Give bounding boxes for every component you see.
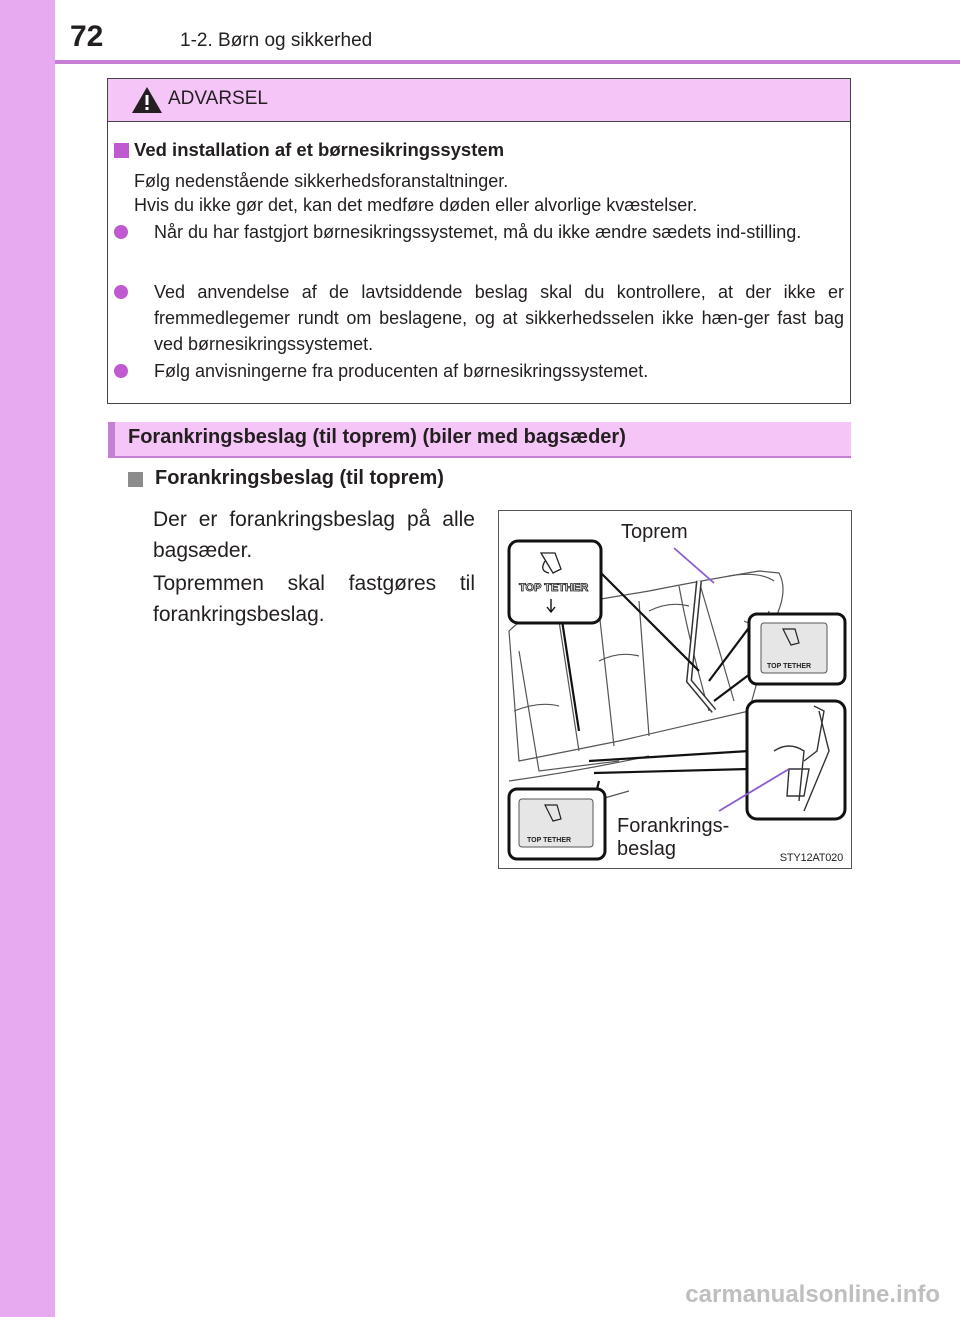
callout-anchor-line1: Forankrings- — [617, 815, 730, 837]
sub-heading: Forankringsbeslag (til toprem) — [155, 467, 444, 489]
sidebar-stripe — [0, 0, 55, 1317]
header-rule — [55, 60, 960, 64]
top-tether-label: TOP TETHER — [767, 663, 812, 670]
warning-title: ADVARSEL — [168, 88, 268, 109]
top-tether-label: TOP TETHER — [527, 837, 572, 844]
paragraph-1: Der er forankringsbeslag på alle bagsæder. — [153, 508, 475, 562]
paragraph-2: Topremmen skal fastgøres til forankringsbeslag. — [153, 572, 475, 626]
callout-anchor-line2: beslag — [617, 838, 676, 860]
warning-bullet-3: Følg anvisningerne fra producenten af børnesikringssystemet. — [154, 361, 649, 381]
chapter-title: 1-2. Børn og sikkerhed — [180, 30, 373, 51]
round-bullet-icon — [114, 285, 128, 299]
warning-triangle-icon — [130, 85, 164, 115]
square-bullet-icon — [128, 472, 143, 487]
round-bullet-icon — [114, 364, 128, 378]
callout-toprem: Toprem — [621, 521, 688, 543]
section-heading-bar — [108, 422, 851, 458]
warning-intro-line2: Hvis du ikke gør det, kan det medføre døden eller alvorlige kvæstelser. — [134, 195, 698, 215]
watermark: carmanualsonline.info — [685, 1281, 940, 1308]
warning-bullet-1: Når du har fastgjort børnesikringssystemet, må du ikke ændre sædets ind-stilling. — [154, 222, 802, 242]
round-bullet-icon — [114, 225, 128, 239]
warning-bullet-2: Ved anvendelse af de lavtsiddende beslag skal du kontrollere, at der ikke er fremmedlegemer rundt om beslagene, og at sikkerhedsselen ikke hæn-ger fast bag ved børnesikringssystemet. — [154, 282, 844, 354]
warning-box — [107, 78, 851, 404]
top-tether-label: TOP TETHER — [519, 582, 589, 594]
square-bullet-icon — [114, 143, 129, 158]
page-number: 72 — [70, 20, 104, 53]
warning-intro-line1: Følg nedenstående sikkerhedsforanstaltninger. — [134, 171, 509, 191]
section-heading: Forankringsbeslag (til toprem) (biler med bagsæder) — [128, 426, 626, 448]
warning-header — [108, 79, 850, 122]
warning-heading: Ved installation af et børnesikringssystem — [134, 139, 505, 160]
figure-top-tether — [498, 510, 852, 869]
figure-code: STY12AT020 — [779, 852, 843, 864]
section-bar-accent — [108, 422, 115, 456]
